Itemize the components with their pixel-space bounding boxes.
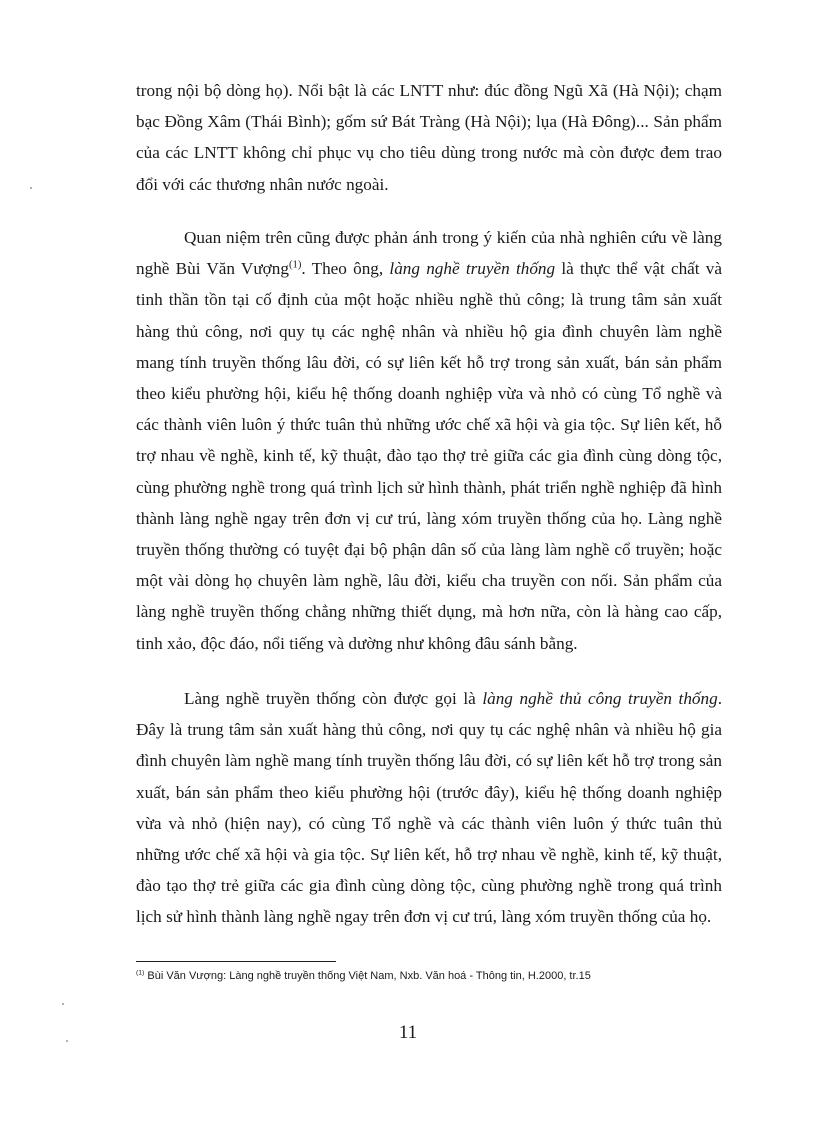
paragraph-continued: [136, 75, 722, 200]
footnote-marker: (1): [136, 969, 145, 977]
page-number: 11: [398, 1022, 418, 1043]
paragraph-text: Làng nghề truyền thống còn được gọi là: [184, 689, 483, 708]
footnote-text: Bùi Văn Vượng: Làng nghề truyền thống Việt Nam, Nxb. Văn hoá - Thông tin, H.2000, tr.15: [144, 970, 591, 982]
paragraph-text: . Theo ông,: [301, 259, 390, 279]
paragraph-text: Quan niệm trên cũng được phản ánh trong ý kiến của nhà nghiên cứu về làng nghề Bùi Văn Vượng: [136, 228, 722, 279]
paragraph-alternate-name: [136, 683, 722, 933]
footnote-reference[interactable]: (1): [288, 259, 302, 271]
paragraph-definition-bui-van-vuong: [136, 222, 722, 659]
paragraph-text: . Đây là trung tâm sản xuất hàng thủ công, nơi quy tụ các nghệ nhân và nhiều hộ gia đình chuyên làm nghề mang tính truyền thống lâu đời, có sự liên kết hỗ trợ trong sản xuất, bán sản phẩm theo kiểu phường hội (trước đây), kiểu hệ thống doanh nghiệp vừa và nhỏ (hiện nay), có cùng Tổ nghề và các thành viên luôn ý thức tuân thủ những ước chế xã hội và gia tộc. Sự liên kết, hỗ trợ nhau về nghề, kinh tế, kỹ thuật, đào tạo thợ trẻ giữa các gia đình cùng dòng tộc, cùng phường nghề trong quá trình lịch sử hình thành làng nghề ngay trên đơn vị cư trú, làng xóm truyền thống của họ.: [136, 689, 723, 927]
footnote: [136, 968, 726, 984]
defined-term: làng nghề thủ công truyền thống: [482, 689, 718, 708]
defined-term: làng nghề truyền thống: [389, 259, 556, 279]
scan-speck: [66, 1040, 68, 1042]
scan-speck: [30, 187, 32, 189]
scan-speck: [62, 1003, 64, 1005]
footnote-divider: [136, 961, 336, 962]
paragraph-text: là thực thể vật chất và tinh thần tồn tại cố định của một hoặc nhiều nghề thủ công; là trung tâm sản xuất hàng thủ công, nơi quy tụ các nghệ nhân và nhiều hộ gia đình chuyên làm nghề mang tính truyền thống lâu đời, có sự liên kết hỗ trợ trong sản xuất, bán sản phẩm theo kiểu phường hội, kiểu hệ thống doanh nghiệp vừa và nhỏ có cùng Tổ nghề và các thành viên luôn ý thức tuân thủ những ước chế xã hội và gia tộc. Sự liên kết, hỗ trợ nhau về nghề, kinh tế, kỹ thuật, đào tạo thợ trẻ giữa các gia đình cùng dòng tộc, cùng phường nghề trong quá trình lịch sử hình thành, phát triển nghề nghiệp đã hình thành làng nghề ngay trên đơn vị cư trú, làng xóm truyền thống của họ. Làng nghề truyền thống thường có tuyệt đại bộ phận dân số của làng làm nghề cổ truyền; hoặc một vài dòng họ chuyên làm nghề, lâu đời, kiểu cha truyền con nối. Sản phẩm của làng nghề truyền thống chẳng những thiết dụng, mà hơn nữa, còn là hàng cao cấp, tinh xảo, độc đáo, nổi tiếng và dường như không đâu sánh bằng.: [136, 259, 723, 653]
paragraph-text: trong nội bộ dòng họ). Nổi bật là các LNTT như: đúc đồng Ngũ Xã (Hà Nội); chạm bạc Đồng Xâm (Thái Bình); gốm sứ Bát Tràng (Hà Nội); lụa (Hà Đông)... Sản phẩm của các LNTT không chỉ phục vụ cho tiêu dùng trong nước mà còn được đem trao đổi với các thương nhân nước ngoài.: [136, 81, 722, 194]
